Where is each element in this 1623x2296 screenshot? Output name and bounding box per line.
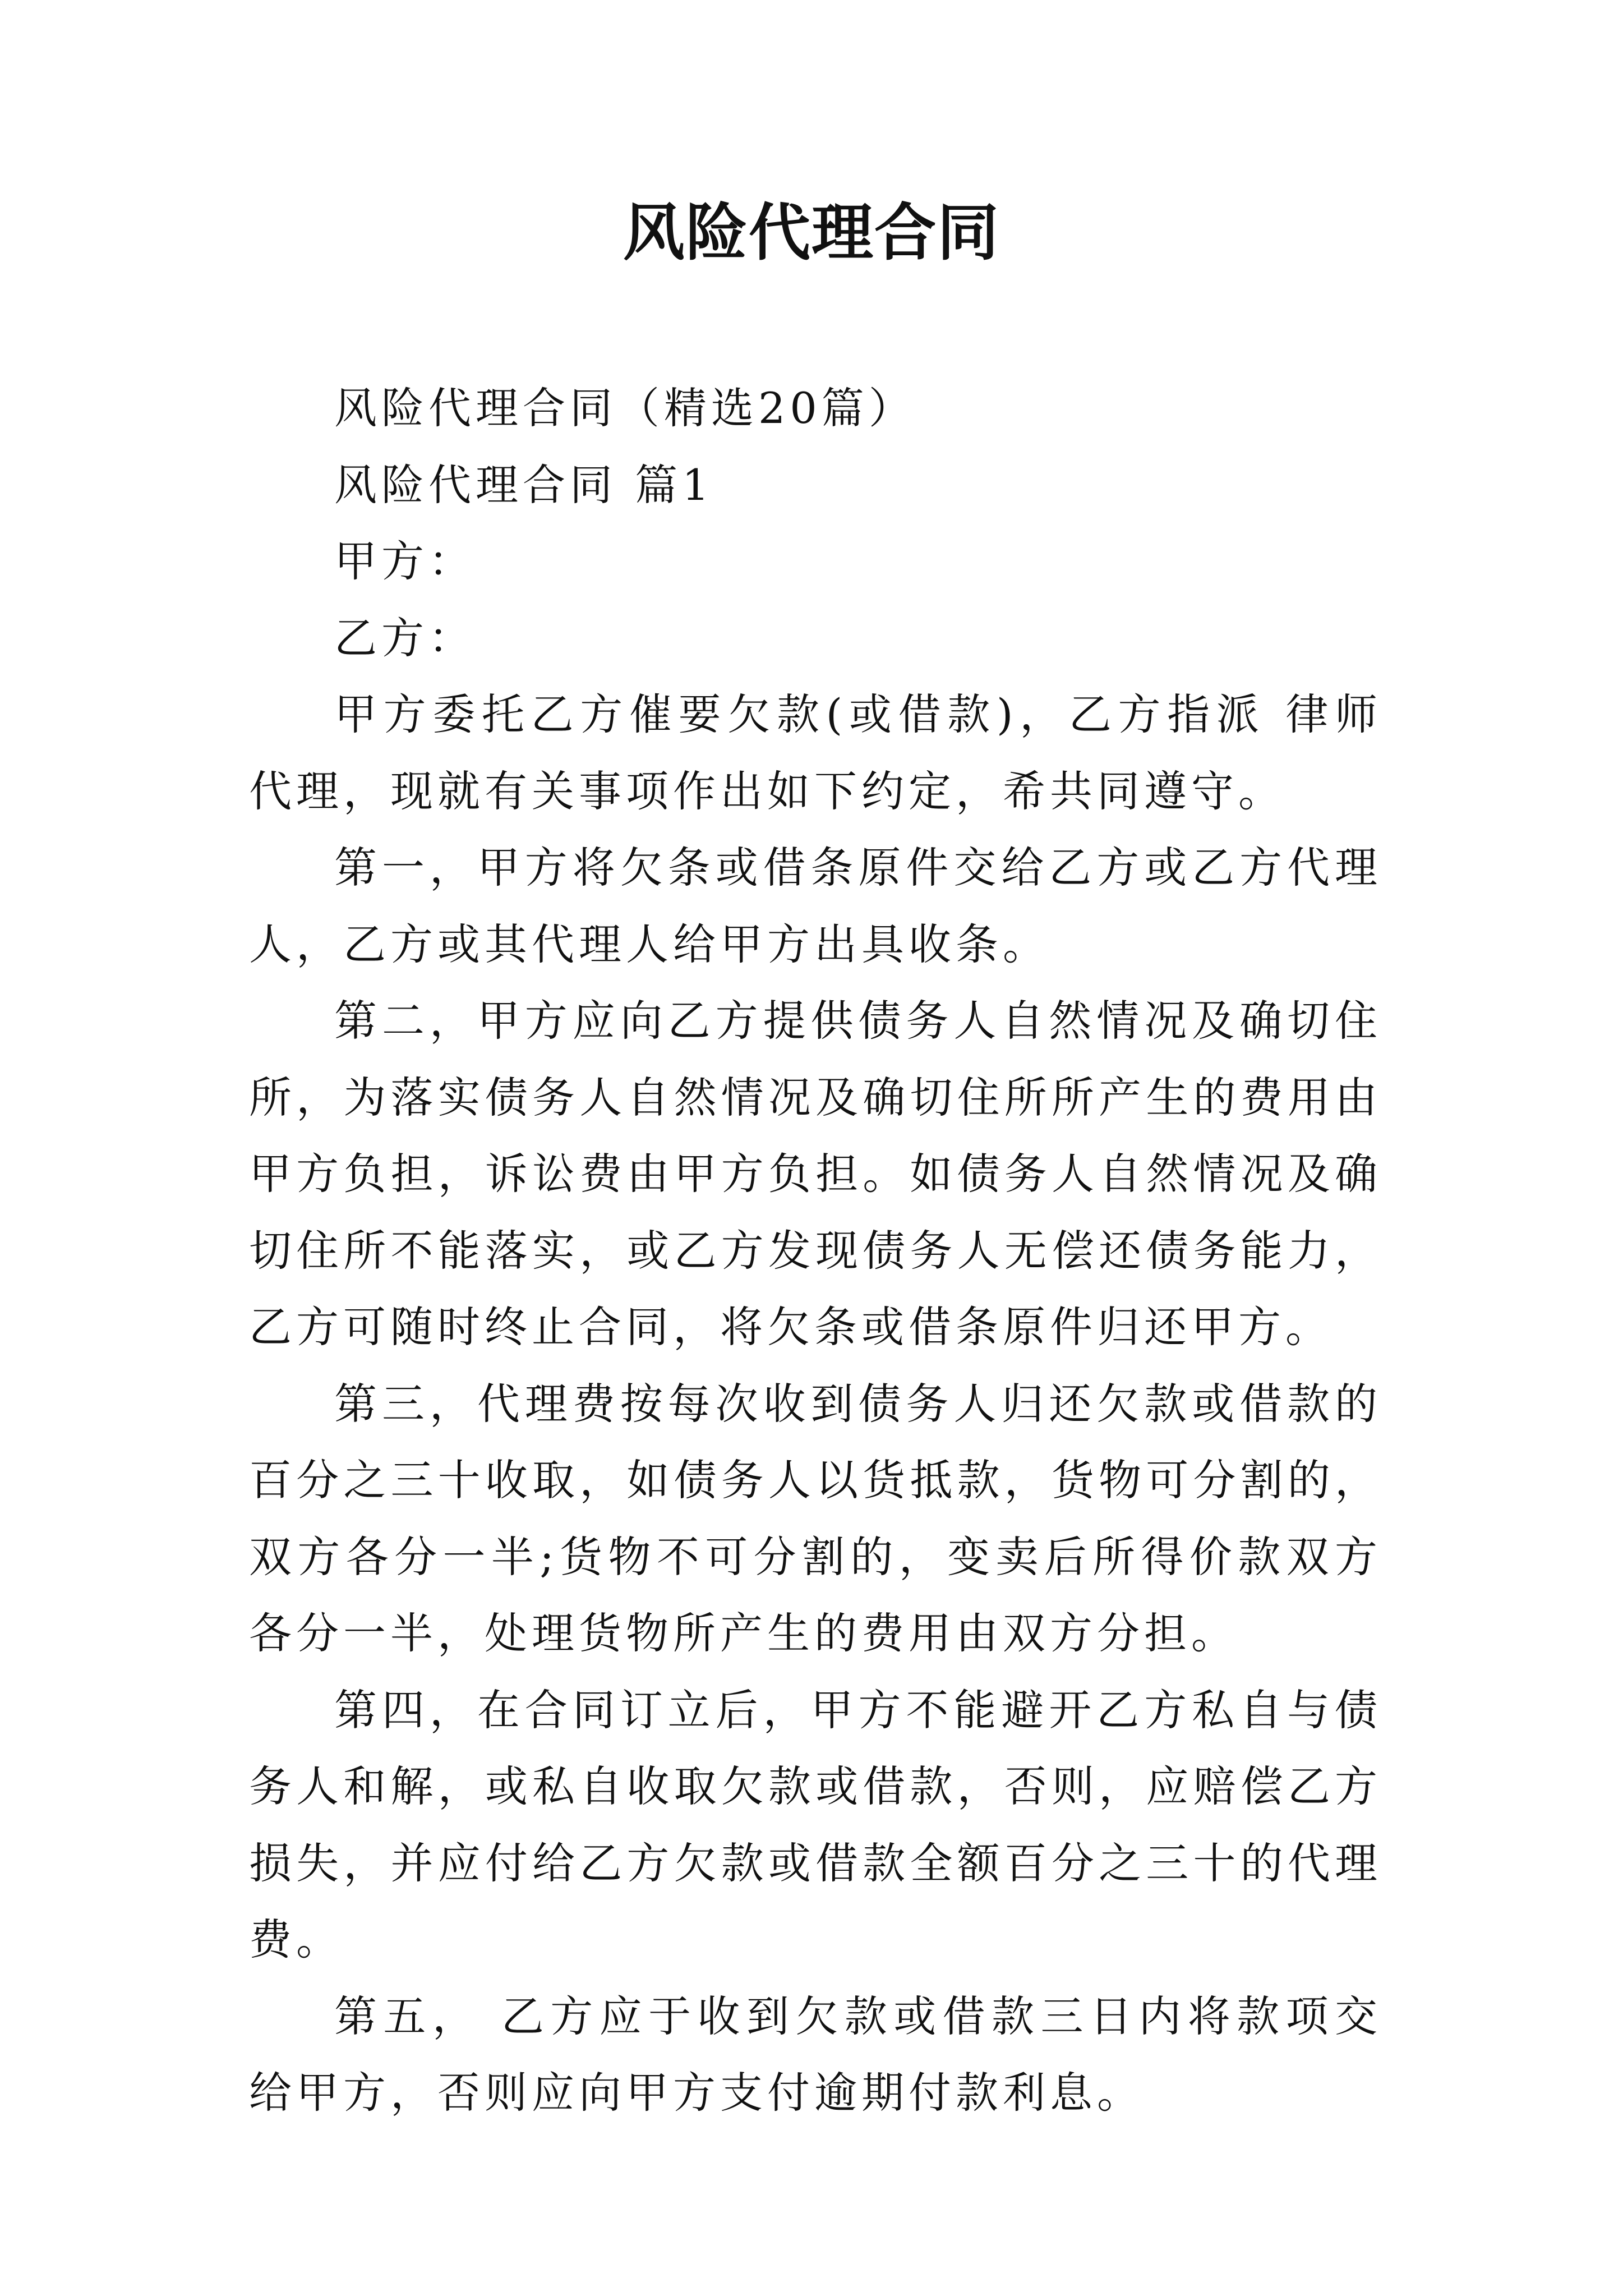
paragraph-clause-3: 第三，代理费按每次收到债务人归还欠款或借款的百分之三十收取，如债务人以货抵款，货物可分割的，双方各分一半;货物不可分割的，变卖后所得价款双方各分一半，处理货物所产生的费用由双方分担。	[249, 1378, 1382, 1658]
paragraph-clause-1: 第一，甲方将欠条或借条原件交给乙方或乙方代理人，乙方或其代理人给甲方出具收条。	[249, 843, 1382, 969]
paragraph-clause-4: 第四，在合同订立后，甲方不能避开乙方私自与债务人和解，或私自收取欠款或借款，否则，应赔偿乙方损失，并应付给乙方欠款或借款全额百分之三十的代理费。	[249, 1685, 1382, 1964]
paragraph-intro: 甲方委托乙方催要欠款(或借款)，乙方指派 律师代理，现就有关事项作出如下约定，希共同遵守。	[249, 689, 1382, 816]
paragraph-section-heading: 风险代理合同 篇1	[334, 459, 714, 510]
paragraph-party-a: 甲方：	[334, 536, 476, 586]
paragraph-clause-5: 第五， 乙方应于收到欠款或借款三日内将款项交给甲方，否则应向甲方支付逾期付款利息。	[249, 1991, 1382, 2118]
paragraph-collection-heading: 风险代理合同（精选20篇）	[334, 383, 916, 433]
paragraph-party-b: 乙方：	[334, 613, 476, 663]
document-body	[249, 370, 1382, 2132]
document-title: 风险代理合同	[623, 196, 1000, 269]
paragraph-clause-2: 第二，甲方应向乙方提供债务人自然情况及确切住所，为落实债务人自然情况及确切住所所产生的费用由甲方负担，诉讼费由甲方负担。如债务人自然情况及确切住所不能落实，或乙方发现债务人无偿还债务能力，乙方可随时终止合同，将欠条或借条原件归还甲方。	[249, 996, 1382, 1352]
